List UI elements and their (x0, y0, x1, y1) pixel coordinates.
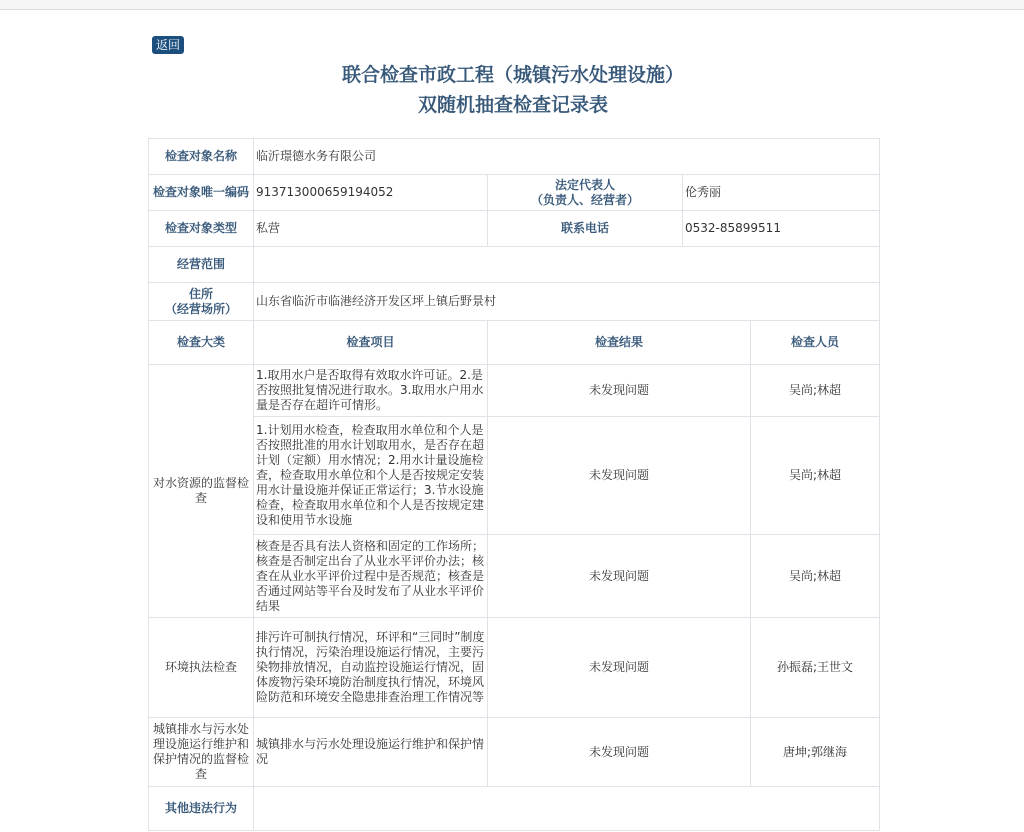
title-line-2: 双随机抽查检查记录表 (417, 94, 608, 116)
title-line-1: 联合检查市政工程（城镇污水处理设施） (341, 64, 684, 86)
rep-label-line-1: 法定代表人 (554, 177, 615, 192)
result-cell: 未发现问题 (488, 718, 751, 787)
category-cell: 对水资源的监督检查 (149, 365, 254, 618)
row-scope (149, 247, 880, 283)
code-value: 913713000659194052 (254, 175, 488, 211)
code-label: 检查对象唯一编码 (149, 175, 254, 211)
inspector-cell: 吴尚;林超 (751, 535, 880, 618)
address-value: 山东省临沂市临港经济开发区坪上镇后野景村 (254, 283, 880, 321)
inspector-cell: 吴尚;林超 (751, 365, 880, 417)
name-label: 检查对象名称 (149, 139, 254, 175)
row-other (149, 787, 880, 831)
phone-value: 0532-85899511 (683, 211, 880, 247)
category-cell: 城镇排水与污水处理设施运行维护和保护情况的监督检查 (149, 718, 254, 787)
address-label (149, 283, 254, 321)
type-value: 私营 (254, 211, 488, 247)
name-value: 临沂璟德水务有限公司 (254, 139, 880, 175)
item-cell: 1.取用水户是否取得有效取水许可证。2.是否按照批复情况进行取水。3.取用水户用水量是否存在超许可情形。 (254, 365, 488, 417)
item-cell: 1.计划用水检查，检查取用水单位和个人是否按照批准的用水计划取用水，是否存在超计划（定额）用水情况；2.用水计量设施检查，检查取用水单位和个人是否按规定安装用水计量设施并保证正常运行；3.节水设施检查，检查取用水单位和个人是否按规定建设和使用节水设施 (254, 417, 488, 535)
type-label: 检查对象类型 (149, 211, 254, 247)
phone-label: 联系电话 (488, 211, 683, 247)
item-cell: 排污许可制执行情况，环评和“三同时”制度执行情况，污染治理设施运行情况，主要污染物排放情况，自动监控设施运行情况，固体废物污染环境防治制度执行情况，环境风险防范和环境安全隐患排查治理工作情况等 (254, 618, 488, 718)
rep-label-line-2: （负责人、经营者） (530, 192, 639, 207)
inspector-cell: 吴尚;林超 (751, 417, 880, 535)
table-row (149, 417, 880, 535)
header-item: 检查项目 (254, 321, 488, 365)
page-title (148, 60, 878, 120)
result-cell: 未发现问题 (488, 417, 751, 535)
table-row (149, 365, 880, 417)
header-category: 检查大类 (149, 321, 254, 365)
header-result: 检查结果 (488, 321, 751, 365)
other-value (254, 787, 880, 831)
inspector-cell: 孙振磊;王世文 (751, 618, 880, 718)
result-cell: 未发现问题 (488, 535, 751, 618)
scope-label: 经营范围 (149, 247, 254, 283)
row-type (149, 211, 880, 247)
inspector-cell: 唐坤;郭继海 (751, 718, 880, 787)
back-button[interactable]: 返回 (152, 36, 184, 54)
rep-label (488, 175, 683, 211)
address-label-line-2: （经营场所） (164, 301, 237, 316)
result-cell: 未发现问题 (488, 618, 751, 718)
row-code (149, 175, 880, 211)
row-headers (149, 321, 880, 365)
row-address (149, 283, 880, 321)
category-cell: 环境执法检查 (149, 618, 254, 718)
table-row (149, 618, 880, 718)
result-cell: 未发现问题 (488, 365, 751, 417)
table-row (149, 718, 880, 787)
rep-value: 伦秀丽 (683, 175, 880, 211)
header-inspector: 检查人员 (751, 321, 880, 365)
scope-value (254, 247, 880, 283)
inspection-record-table (148, 138, 880, 831)
row-name (149, 139, 880, 175)
other-label: 其他违法行为 (149, 787, 254, 831)
table-row (149, 535, 880, 618)
top-bar (0, 0, 1024, 10)
item-cell: 城镇排水与污水处理设施运行维护和保护情况 (254, 718, 488, 787)
address-label-line-1: 住所 (188, 286, 213, 301)
item-cell: 核查是否具有法人资格和固定的工作场所；核查是否制定出台了从业水平评价办法；核查在从业水平评价过程中是否规范；核查是否通过网站等平台及时发布了从业水平评价结果 (254, 535, 488, 618)
